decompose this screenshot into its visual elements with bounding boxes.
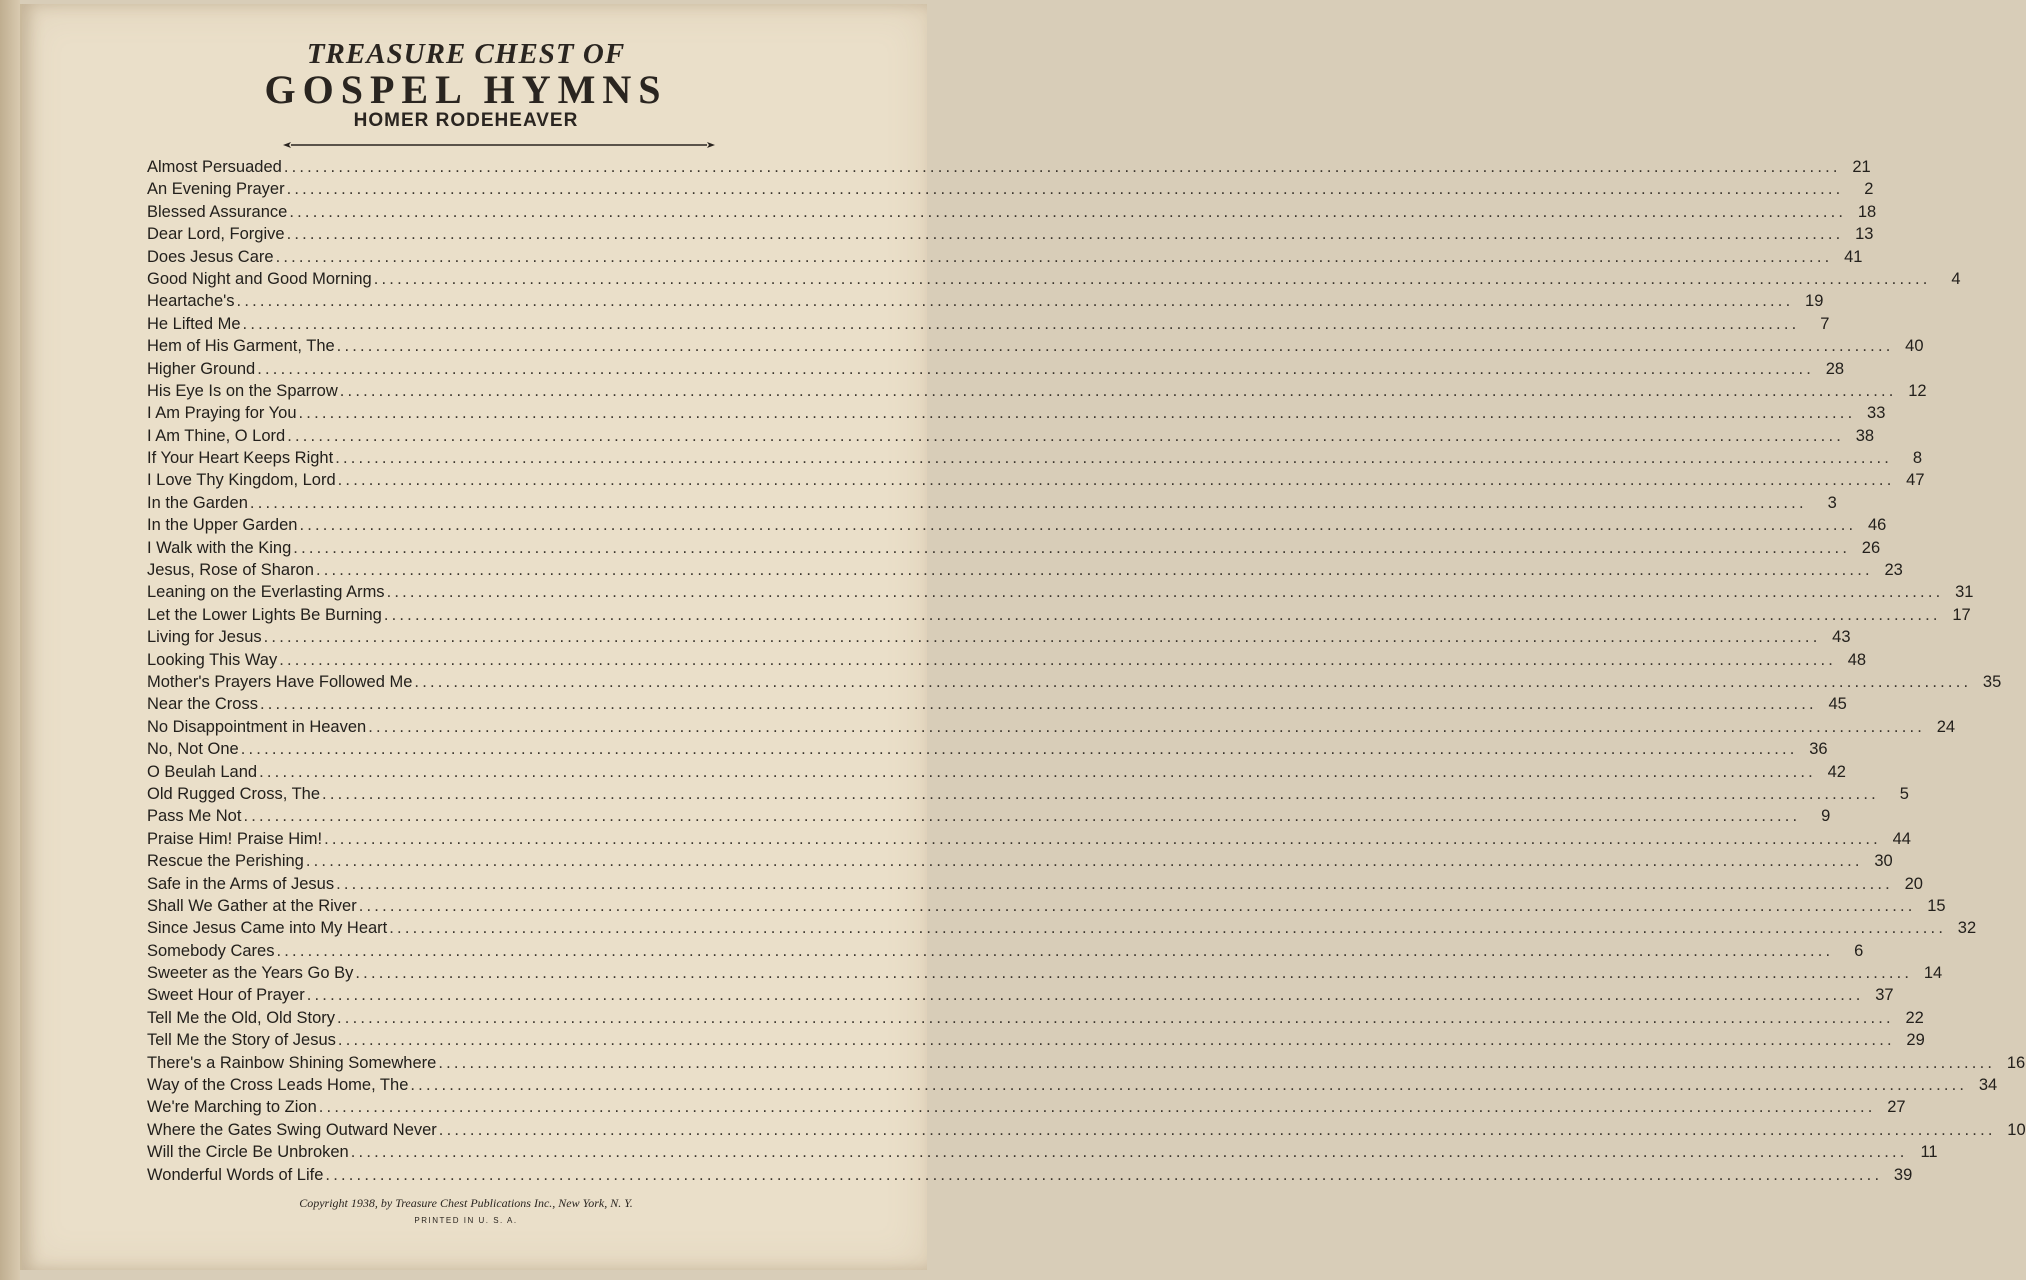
dot-leader: ........................................................................................................................................................................................................ (410, 1076, 1968, 1095)
toc-row (147, 469, 1925, 491)
page-number: 29 (1906, 1031, 1925, 1050)
toc-row (147, 761, 1846, 783)
hymn-title: No Disappointment in Heaven (147, 717, 367, 736)
dot-leader: ........................................................................................................................................................................................................ (240, 740, 1798, 759)
toc-row (147, 290, 1824, 312)
dot-leader: ........................................................................................................................................................................................................ (243, 807, 1801, 826)
hymn-title: I Walk with the King (147, 538, 292, 557)
hymn-title: Tell Me the Story of Jesus (147, 1031, 336, 1050)
dot-leader: ........................................................................................................................................................................................................ (383, 605, 1941, 624)
hymn-title: Heartache's (147, 292, 235, 311)
toc-row (147, 1074, 1998, 1096)
page-number: 30 (1874, 852, 1893, 871)
hymn-title: Living for Jesus (147, 628, 262, 647)
hymn-title: Mother's Prayers Have Followed Me (147, 672, 413, 691)
hymn-title: An Evening Prayer (147, 180, 285, 199)
page-number: 10 (2007, 1120, 2026, 1139)
dot-leader: ........................................................................................................................................................................................................ (259, 695, 1817, 714)
page-number: 27 (1887, 1098, 1906, 1117)
toc-row (147, 671, 2002, 693)
book-spine (0, 0, 20, 1280)
hymn-title: Dear Lord, Forgive (147, 225, 285, 244)
hymn-title: Where the Gates Swing Outward Never (147, 1120, 437, 1139)
page-number: 38 (1855, 426, 1875, 445)
hymn-title: His Eye Is on the Sparrow (147, 381, 338, 400)
copyright-notice: Copyright 1938, by Treasure Chest Publications Inc., New York, N. Y. (299, 1196, 633, 1210)
dot-leader: ........................................................................................................................................................................................................ (322, 784, 1879, 803)
dot-leader: ........................................................................................................................................................................................................ (336, 337, 1894, 356)
page-number: 31 (1955, 583, 1974, 602)
toc-row (147, 626, 1851, 648)
hymn-title: Praise Him! Praise Him! (147, 829, 323, 848)
toc-row (147, 1029, 1925, 1051)
toc-row (147, 223, 1874, 245)
page-number: 5 (1899, 784, 1909, 803)
page-number: 11 (1920, 1143, 1938, 1162)
page-number: 44 (1892, 829, 1911, 848)
toc-row (147, 738, 1828, 760)
page-number: 20 (1904, 874, 1923, 893)
dot-leader: ........................................................................................................................................................................................................ (257, 359, 1815, 378)
hymn-title: Hem of His Garment, The (147, 337, 335, 356)
dot-leader: ........................................................................................................................................................................................................ (438, 1120, 1996, 1139)
toc-row (147, 1096, 1906, 1118)
dot-leader: ........................................................................................................................................................................................................ (283, 158, 1841, 176)
hymn-title: Higher Ground (147, 359, 256, 378)
page-number: 2 (1864, 180, 1874, 199)
toc-row (147, 559, 1903, 581)
page-number: 39 (1893, 1165, 1913, 1184)
dot-leader: ........................................................................................................................................................................................................ (286, 225, 1844, 244)
toc-row (147, 873, 1923, 895)
page-number: 4 (1951, 269, 1961, 288)
page-number: 9 (1821, 807, 1831, 826)
page-number: 36 (1809, 740, 1828, 759)
hymn-title: Safe in the Arms of Jesus (147, 874, 335, 893)
toc-row (147, 201, 1877, 223)
dot-leader: ........................................................................................................................................................................................................ (287, 426, 1845, 445)
dot-leader: ........................................................................................................................................................................................................ (337, 471, 1895, 490)
dot-leader: ........................................................................................................................................................................................................ (325, 1165, 1883, 1184)
dot-leader: ........................................................................................................................................................................................................ (315, 561, 1873, 580)
dot-leader: ........................................................................................................................................................................................................ (438, 1053, 1996, 1072)
dot-leader: ........................................................................................................................................................................................................ (276, 941, 1834, 960)
page-number: 43 (1832, 628, 1851, 647)
table-of-contents (147, 156, 2026, 1186)
page-number: 24 (1936, 717, 1956, 736)
toc-row (147, 313, 1830, 335)
dot-leader: ........................................................................................................................................................................................................ (259, 762, 1816, 781)
dot-leader: ........................................................................................................................................................................................................ (337, 1031, 1895, 1050)
dot-leader: ........................................................................................................................................................................................................ (242, 314, 1800, 333)
dot-leader: ........................................................................................................................................................................................................ (275, 247, 1833, 266)
toc-row (147, 1164, 1913, 1186)
hymn-title: Looking This Way (147, 650, 278, 669)
page-number: 19 (1805, 292, 1824, 311)
page-number: 41 (1844, 247, 1863, 266)
page-number: 15 (1927, 896, 1946, 915)
page-number: 21 (1852, 158, 1871, 176)
hymn-title: Since Jesus Came into My Heart (147, 919, 388, 938)
toc-row (147, 984, 1894, 1006)
toc-row (147, 604, 1971, 626)
hymn-title: Rescue the Perishing (147, 852, 304, 871)
dot-leader: ........................................................................................................................................................................................................ (336, 874, 1893, 893)
page-number: 45 (1828, 695, 1847, 714)
hymn-title: I Love Thy Kingdom, Lord (147, 471, 336, 490)
hymn-title: Shall We Gather at the River (147, 896, 357, 915)
page-number: 35 (1982, 672, 2002, 691)
dot-leader: ........................................................................................................................................................................................................ (337, 1008, 1894, 1027)
dot-leader: ........................................................................................................................................................................................................ (324, 829, 1881, 848)
hymn-title: Wonderful Words of Life (147, 1165, 324, 1184)
page-number: 14 (1923, 964, 1943, 983)
dot-leader: ........................................................................................................................................................................................................ (368, 717, 1926, 736)
dot-leader: ........................................................................................................................................................................................................ (263, 628, 1821, 647)
hymn-title: Sweet Hour of Prayer (147, 986, 305, 1005)
ornamental-rule (283, 142, 715, 148)
dot-leader: ........................................................................................................................................................................................................ (358, 896, 1916, 915)
hymn-title: I Am Thine, O Lord (147, 426, 286, 445)
dot-leader: ........................................................................................................................................................................................................ (414, 672, 1972, 691)
toc-row (147, 940, 1864, 962)
hymn-title: In the Upper Garden (147, 516, 298, 535)
dot-leader: ........................................................................................................................................................................................................ (335, 449, 1893, 468)
toc-row (147, 1007, 1924, 1029)
hymn-title: Near the Cross (147, 695, 258, 714)
hymn-title: Old Rugged Cross, The (147, 784, 321, 803)
toc-row (147, 358, 1845, 380)
dot-leader: ........................................................................................................................................................................................................ (355, 964, 1913, 983)
toc-row (147, 335, 1924, 357)
dot-leader: ........................................................................................................................................................................................................ (305, 852, 1863, 871)
toc-row (147, 828, 1911, 850)
dot-leader: ........................................................................................................................................................................................................ (389, 919, 1947, 938)
page-number: 17 (1952, 605, 1971, 624)
hymn-title: Tell Me the Old, Old Story (147, 1008, 335, 1027)
page-number: 12 (1908, 381, 1927, 400)
dot-leader: ........................................................................................................................................................................................................ (249, 493, 1807, 512)
page-number: 33 (1867, 404, 1886, 423)
page-number: 40 (1905, 337, 1924, 356)
toc-row (147, 178, 1874, 200)
toc-row (147, 380, 1927, 402)
hymn-title: We're Marching to Zion (147, 1098, 317, 1117)
page-number: 32 (1957, 919, 1977, 938)
hymn-title: Good Night and Good Morning (147, 269, 372, 288)
toc-row (147, 716, 1956, 738)
toc-row (147, 447, 1923, 469)
toc-row (147, 1141, 1938, 1163)
toc-row (147, 783, 1909, 805)
hymn-title: Blessed Assurance (147, 202, 288, 221)
page-number: 46 (1867, 516, 1887, 535)
page-number: 6 (1854, 941, 1864, 960)
hymn-title: He Lifted Me (147, 314, 241, 333)
page-number: 8 (1912, 449, 1923, 468)
toc-row (147, 268, 1961, 290)
toc-row (147, 246, 1863, 268)
toc-row (147, 649, 1867, 671)
toc-row (147, 917, 1977, 939)
page-number: 18 (1857, 202, 1877, 221)
toc-row (147, 402, 1886, 424)
hymn-title: There's a Rainbow Shining Somewhere (147, 1053, 437, 1072)
hymn-title: O Beulah Land (147, 762, 258, 781)
hymn-title: Leaning on the Everlasting Arms (147, 583, 385, 602)
page-number: 3 (1827, 493, 1837, 512)
dot-leader: ........................................................................................................................................................................................................ (299, 516, 1857, 535)
toc-row (147, 962, 1943, 984)
dot-leader: ........................................................................................................................................................................................................ (289, 202, 1847, 221)
hymn-title: Sweeter as the Years Go By (147, 964, 354, 983)
toc-row (147, 514, 1887, 536)
author-name: HOMER RODEHEAVER (353, 110, 579, 131)
page-number: 16 (2006, 1053, 2026, 1072)
toc-row (147, 850, 1893, 872)
dot-leader: ........................................................................................................................................................................................................ (306, 986, 1864, 1005)
hymn-title: Way of the Cross Leads Home, The (147, 1076, 409, 1095)
toc-row (147, 1052, 2026, 1074)
page-number: 28 (1825, 359, 1845, 378)
hymn-title: Jesus, Rose of Sharon (147, 561, 314, 580)
page-number: 7 (1820, 314, 1830, 333)
toc-row (147, 492, 1837, 514)
hymn-title: Almost Persuaded (147, 158, 282, 176)
dot-leader: ........................................................................................................................................................................................................ (350, 1143, 1908, 1162)
dot-leader: ........................................................................................................................................................................................................ (386, 583, 1944, 602)
dot-leader: ........................................................................................................................................................................................................ (373, 269, 1931, 288)
hymn-title: In the Garden (147, 493, 248, 512)
hymn-title: I Am Praying for You (147, 404, 297, 423)
toc-row (147, 425, 1875, 447)
dot-leader: ........................................................................................................................................................................................................ (279, 650, 1837, 669)
hymn-title: Let the Lower Lights Be Burning (147, 605, 382, 624)
page-number: 13 (1855, 225, 1874, 244)
page-number: 37 (1875, 986, 1894, 1005)
page-number: 42 (1827, 762, 1846, 781)
toc-row (147, 895, 1946, 917)
toc-row (147, 1119, 2026, 1141)
toc-row (147, 537, 1881, 559)
dot-leader: ........................................................................................................................................................................................................ (236, 292, 1794, 311)
hymn-title: No, Not One (147, 740, 239, 759)
hymn-title: If Your Heart Keeps Right (147, 449, 334, 468)
book-title-line2: GOSPEL HYMNS (264, 67, 668, 112)
printed-in-notice: PRINTED IN U. S. A. (414, 1216, 518, 1225)
page-number: 23 (1884, 561, 1903, 580)
page-number: 48 (1847, 650, 1867, 669)
book-title-line1: TREASURE CHEST OF (306, 38, 626, 70)
dot-leader: ........................................................................................................................................................................................................ (293, 538, 1851, 557)
dot-leader: ........................................................................................................................................................................................................ (286, 180, 1844, 199)
toc-row (147, 693, 1847, 715)
hymn-title: Pass Me Not (147, 807, 242, 826)
toc-row (147, 805, 1831, 827)
dot-leader: ........................................................................................................................................................................................................ (298, 404, 1856, 423)
toc-row (147, 581, 1974, 603)
page-number: 47 (1906, 471, 1925, 490)
hymn-title: Does Jesus Care (147, 247, 274, 266)
page-number: 34 (1978, 1076, 1998, 1095)
page-number: 22 (1905, 1008, 1924, 1027)
toc-row (147, 156, 1871, 178)
hymn-title: Will the Circle Be Unbroken (147, 1143, 349, 1162)
dot-leader: ........................................................................................................................................................................................................ (318, 1098, 1876, 1117)
hymn-title: Somebody Cares (147, 941, 275, 960)
page-number: 26 (1861, 538, 1881, 557)
dot-leader: ........................................................................................................................................................................................................ (339, 381, 1897, 400)
